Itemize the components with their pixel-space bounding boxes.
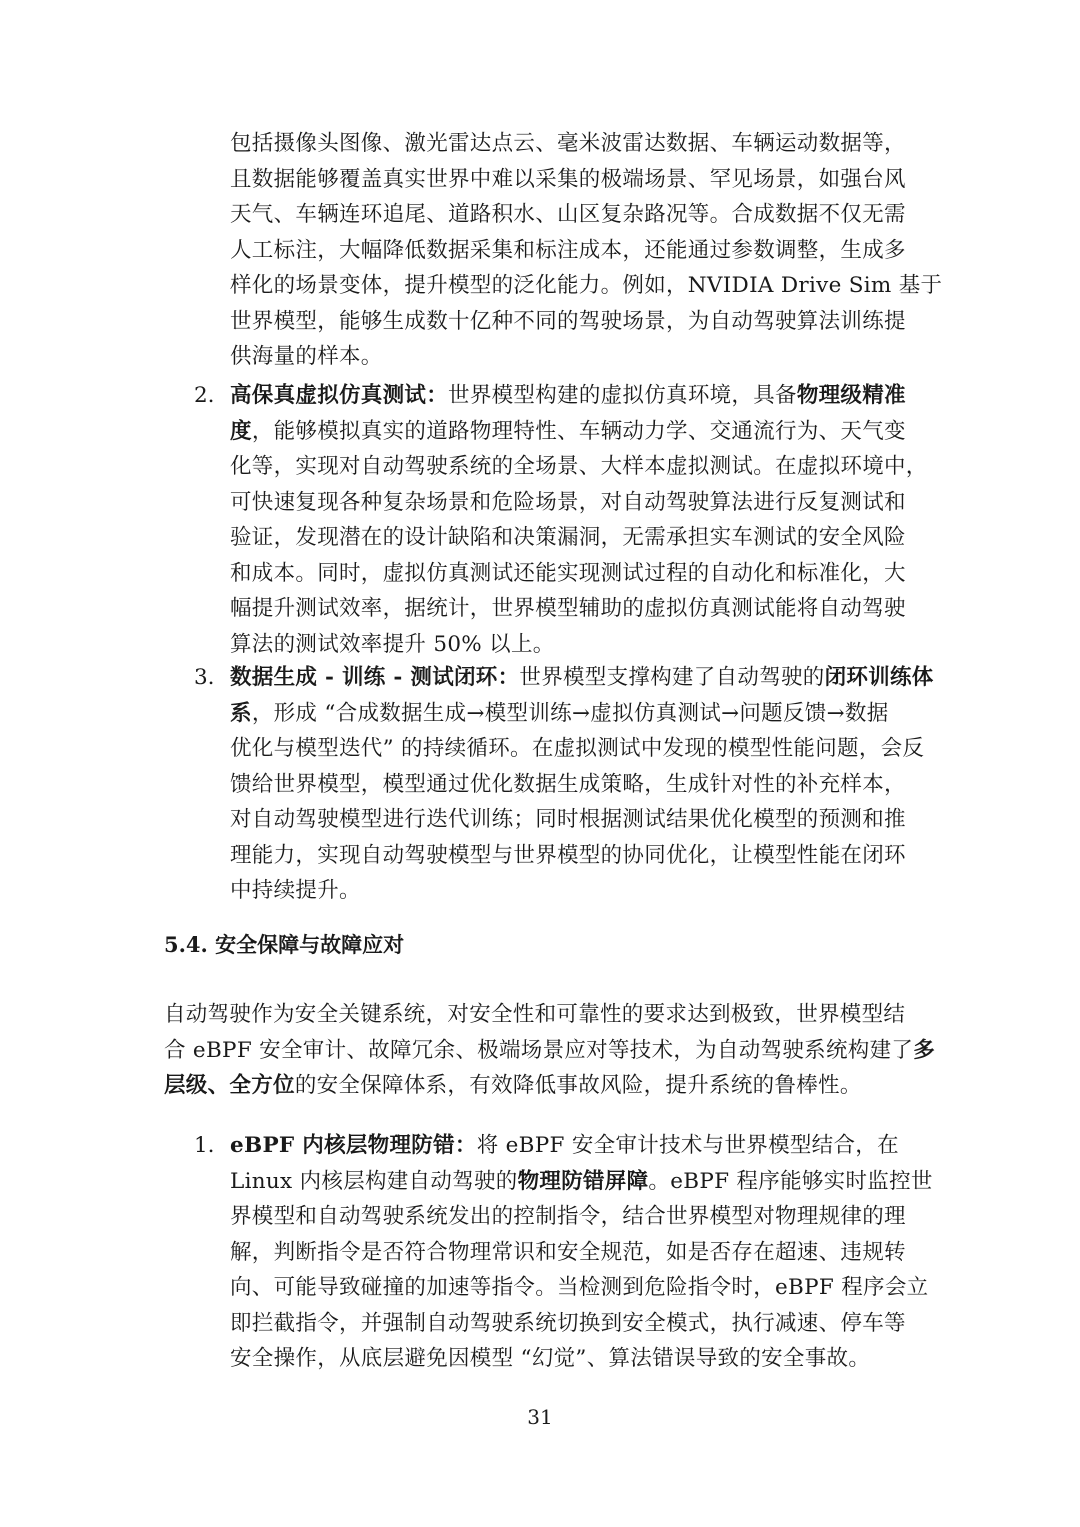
text-line: 算法的测试效率提升 50% 以上。 — [230, 631, 555, 657]
text-line: 理能力，实现自动驾驶模型与世界模型的协同优化，让模型性能在闭环 — [230, 842, 906, 868]
text-segment: 世界模型支撑构建了自动驾驶的 — [519, 665, 825, 690]
text-line: 世界模型，能够生成数十亿种不同的驾驶场景，为自动驾驶算法训练提 — [230, 308, 906, 334]
list-number: 1. — [194, 1133, 215, 1158]
continued-paragraph — [230, 126, 942, 375]
text-line: 人工标注，大幅降低数据采集和标注成本，还能通过参数调整，生成多 — [230, 237, 906, 263]
text-line — [230, 696, 934, 732]
text-line: 包括摄像头图像、激光雷达点云、毫米波雷达数据、车辆运动数据等， — [230, 131, 906, 156]
text-line: 验证，发现潜在的设计缺陷和决策漏洞，无需承担实车测试的安全风险 — [230, 525, 906, 550]
text-segment: ，形成 “合成数据生成→模型训练→虚拟仿真测试→问题反馈→数据 — [251, 700, 889, 726]
text-line: 馈给世界模型，模型通过优化数据生成策略，生成针对性的补充样本， — [230, 771, 906, 797]
text-line: 向、可能导致碰撞的加速等指令。当检测到危险指令时，eBPF 程序会立 — [230, 1275, 929, 1300]
text-line — [164, 1068, 935, 1104]
text-line: 优化与模型迭代” 的持续循环。在虚拟测试中发现的模型性能问题，会反 — [230, 736, 925, 761]
text-segment: 将 eBPF 安全审计技术与世界模型结合，在 — [476, 1133, 899, 1158]
bold-term: 闭环训练体 — [824, 665, 934, 690]
list-number: 2. — [194, 383, 215, 408]
text-line: 界模型和自动驾驶系统发出的控制指令，结合世界模型对物理规律的理 — [230, 1204, 906, 1229]
text-segment: 世界模型构建的虚拟仿真环境，具备 — [448, 383, 797, 408]
page-number: 31 — [527, 1405, 553, 1429]
text-line: 样化的场景变体，提升模型的泛化能力。例如，NVIDIA Drive Sim 基于 — [230, 273, 943, 298]
item-title: eBPF 内核层物理防错 — [230, 1133, 455, 1158]
text-line: 天气、车辆连环追尾、道路积水、山区复杂路况等。合成数据不仅无需 — [230, 202, 906, 227]
text-line: 解，判断指令是否符合物理常识和安全规范，如是否存在超速、违规转 — [230, 1239, 906, 1265]
bold-term: 度 — [230, 418, 252, 444]
item-title: 数据生成 - 训练 - 测试闭环 — [230, 665, 498, 690]
bold-term: 物理防错屏障 — [517, 1168, 649, 1194]
text-line: 供海量的样本。 — [230, 344, 383, 369]
list-number: 3. — [194, 665, 215, 690]
text-line: 即拦截指令，并强制自动驾驶系统切换到安全模式，执行减速、停车等 — [230, 1310, 906, 1336]
bold-term: 层级、全方位 — [164, 1073, 295, 1098]
text-line: 幅提升测试效率，据统计，世界模型辅助的虚拟仿真测试能将自动驾驶 — [230, 596, 906, 621]
section-heading: 5.4. 安全保障与故障应对 — [164, 932, 405, 957]
text-segment: ，能够模拟真实的道路物理特性、车辆动力学、交通流行为、天气变 — [251, 418, 906, 444]
text-line — [230, 378, 928, 414]
item-title-separator: ： — [454, 1133, 477, 1158]
text-segment: 。eBPF 程序能够实时监控世 — [648, 1168, 933, 1194]
text-line: 自动驾驶作为安全关键系统，对安全性和可靠性的要求达到极致，世界模型结 — [164, 1002, 906, 1027]
text-segment: 合 eBPF 安全审计、故障冗余、极端场景应对等技术，为自动驾驶系统构建了 — [164, 1037, 914, 1063]
list-item-closed-loop — [230, 660, 934, 909]
text-line — [230, 1164, 933, 1200]
text-segment: Linux 内核层构建自动驾驶的 — [230, 1168, 518, 1194]
section-intro-paragraph — [164, 997, 935, 1104]
list-item-high-fidelity-simulation — [230, 378, 928, 662]
text-line: 且数据能够覆盖真实世界中难以采集的极端场景、罕见场景，如强台风 — [230, 166, 906, 192]
list-item-ebpf-kernel — [230, 1128, 933, 1377]
text-line — [164, 1033, 935, 1069]
text-segment: 的安全保障体系，有效降低事故风险，提升系统的鲁棒性。 — [294, 1073, 862, 1098]
item-title-separator: ： — [497, 665, 520, 690]
text-line: 中持续提升。 — [230, 878, 361, 903]
bold-term: 物理级精准 — [796, 383, 906, 408]
text-line: 安全操作，从底层避免因模型 “幻觉”、算法错误导致的安全事故。 — [230, 1346, 871, 1371]
text-line — [230, 1128, 933, 1164]
text-line: 和成本。同时，虚拟仿真测试还能实现测试过程的自动化和标准化，大 — [230, 560, 906, 586]
bold-term: 系 — [230, 700, 252, 726]
text-line: 化等，实现对自动驾驶系统的全场景、大样本虚拟测试。在虚拟环境中， — [230, 454, 928, 479]
text-line — [230, 660, 934, 696]
item-title-separator: ： — [426, 383, 449, 408]
text-line: 可快速复现各种复杂场景和危险场景，对自动驾驶算法进行反复测试和 — [230, 489, 906, 515]
text-line — [230, 414, 928, 450]
item-title: 高保真虚拟仿真测试 — [230, 383, 427, 408]
text-line: 对自动驾驶模型进行迭代训练；同时根据测试结果优化模型的预测和推 — [230, 807, 906, 832]
bold-term: 多 — [913, 1037, 935, 1063]
